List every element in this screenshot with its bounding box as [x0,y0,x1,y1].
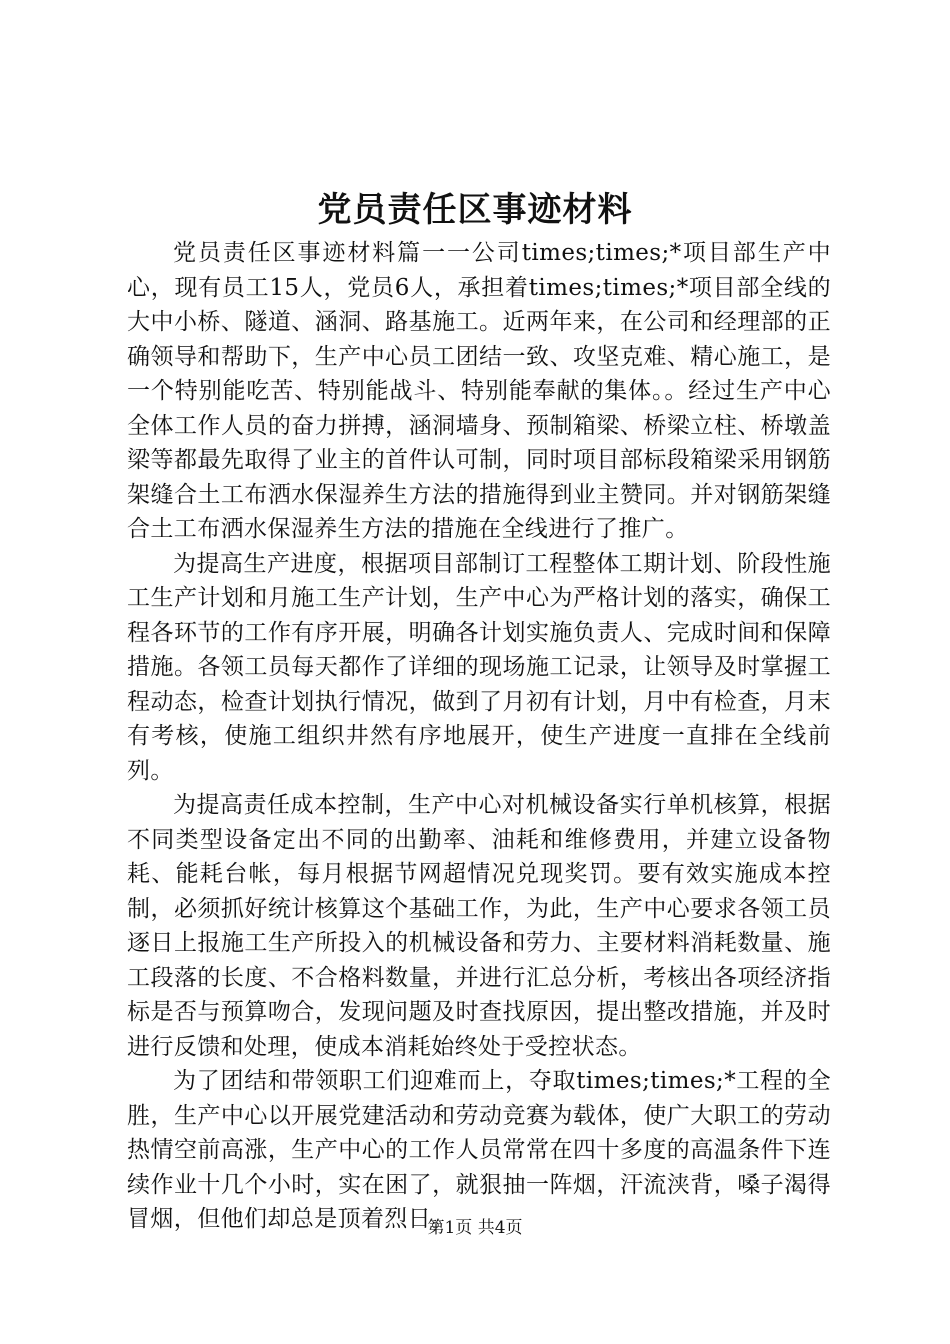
document-title: 党员责任区事迹材料 [317,190,633,230]
document-body [127,236,831,1237]
paragraph-1: 党员责任区事迹材料篇一一公司times;times;*项目部生产中心，现有员工15人，党员6人，承担着times;times;*项目部全线的大中小桥、隧道、涵洞、路基施工。近两年来，在公司和经理部的正确领导和帮助下，生产中心员工团结一致、攻坚克难、精心施工，是一个特别能吃苦、特别能战斗、特别能奉献的集体。。经过生产中心全体工作人员的奋力拼搏，涵洞墙身、预制箱梁、桥梁立柱、桥墩盖梁等都最先取得了业主的首件认可制，同时项目部标段箱梁采用钢筋架缝合土工布洒水保湿养生方法的措施得到业主赞同。并对钢筋架缝合土工布洒水保湿养生方法的措施在全线进行了推广。 [127,240,831,542]
page-number-footer: 第1页 共4页 [427,1218,523,1238]
paragraph-4: 为了团结和带领职工们迎难而上，夺取times;times;*工程的全胜，生产中心以开展党建活动和劳动竞赛为载体，使广大职工的劳动热情空前高涨，生产中心的工作人员常常在四十多度的高温条件下连续作业十几个小时，实在困了，就狠抽一阵烟，汗流浃背，嗓子渴得冒烟，但他们却总是顶着烈日。 [127,1068,831,1232]
paragraph-2: 为提高生产进度，根据项目部制订工程整体工期计划、阶段性施工生产计划和月施工生产计划，生产中心为严格计划的落实，确保工程各环节的工作有序开展，明确各计划实施负责人、完成时间和保障措施。各领工员每天都作了详细的现场施工记录，让领导及时掌握工程动态，检查计划执行情况，做到了月初有计划，月中有检查，月末有考核，使施工组织井然有序地展开，使生产进度一直排在全线前列。 [127,550,831,784]
paragraph-3: 为提高责任成本控制，生产中心对机械设备实行单机核算，根据不同类型设备定出不同的出勤率、油耗和维修费用，并建立设备物耗、能耗台帐，每月根据节网超情况兑现奖罚。要有效实施成本控制，必须抓好统计核算这个基础工作，为此，生产中心要求各领工员逐日上报施工生产所投入的机械设备和劳力、主要材料消耗数量、施工段落的长度、不合格料数量，并进行汇总分析，考核出各项经济指标是否与预算吻合，发现问题及时查找原因，提出整改措施，并及时进行反馈和处理，使成本消耗始终处于受控状态。 [127,792,831,1060]
